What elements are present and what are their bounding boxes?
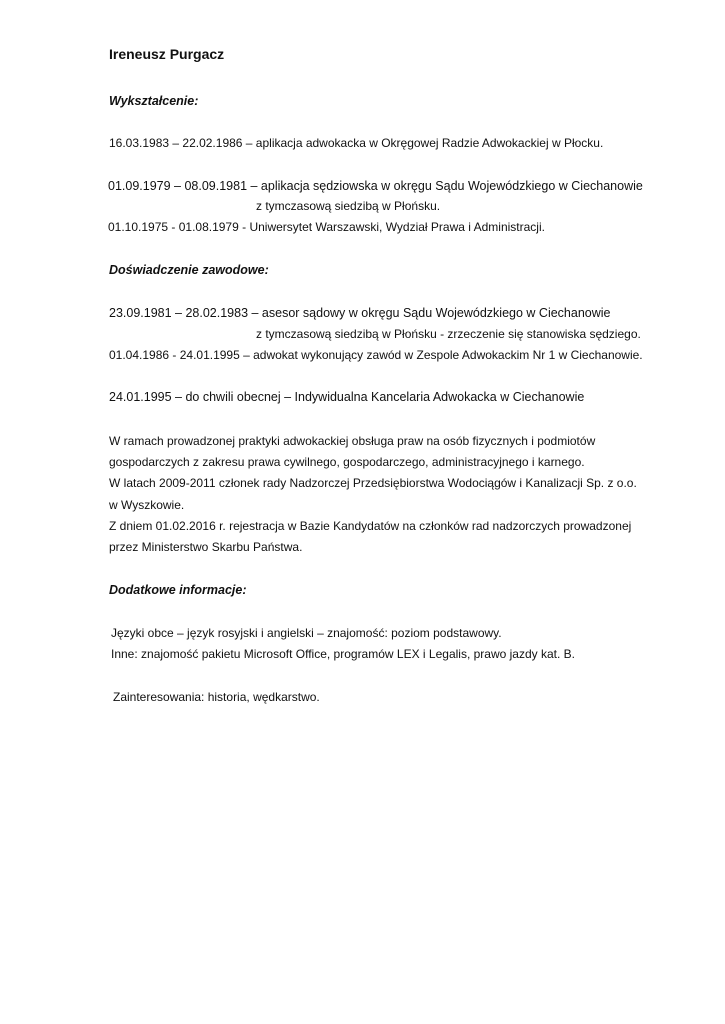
experience-heading: Doświadczenie zawodowe:	[109, 263, 269, 277]
education-heading: Wykształcenie:	[109, 94, 199, 108]
experience-line: 23.09.1981 – 28.02.1983 – asesor sądowy w okręgu Sądu Wojewódzkiego w Ciechanowie	[109, 306, 611, 320]
person-name: Ireneusz Purgacz	[109, 46, 225, 62]
additional-line: Inne: znajomość pakietu Microsoft Office, programów LEX i Legalis, prawo jazdy kat. B.	[111, 647, 575, 661]
experience-line: z tymczasową siedzibą w Płońsku - zrzeczenie się stanowiska sędziego.	[256, 327, 641, 341]
experience-line: 24.01.1995 – do chwili obecnej – Indywidualna Kancelaria Adwokacka w Ciechanowie	[109, 390, 585, 404]
practice-line: Z dniem 01.02.2016 r. rejestracja w Bazie Kandydatów na członków rad nadzorczych prowadzonej	[109, 519, 632, 533]
practice-line: przez Ministerstwo Skarbu Państwa.	[109, 540, 303, 554]
practice-line: w Wyszkowie.	[109, 498, 185, 512]
education-line: 01.10.1975 - 01.08.1979 - Uniwersytet Warszawski, Wydział Prawa i Administracji.	[108, 220, 545, 234]
education-line: 16.03.1983 – 22.02.1986 – aplikacja adwokacka w Okręgowej Radzie Adwokackiej w Płocku.	[109, 136, 604, 150]
education-line: 01.09.1979 – 08.09.1981 – aplikacja sędziowska w okręgu Sądu Wojewódzkiego w Ciechanowie	[108, 179, 643, 193]
experience-line: 01.04.1986 - 24.01.1995 – adwokat wykonujący zawód w Zespole Adwokackim Nr 1 w Ciechanowie.	[109, 348, 643, 362]
practice-line: W latach 2009-2011 członek rady Nadzorczej Przedsiębiorstwa Wodociągów i Kanalizacji Sp. z o.o.	[109, 476, 637, 490]
additional-heading: Dodatkowe informacje:	[109, 583, 247, 597]
practice-line: gospodarczych z zakresu prawa cywilnego, gospodarczego, administracyjnego i karnego.	[109, 455, 585, 469]
education-line: z tymczasową siedzibą w Płońsku.	[256, 199, 441, 213]
interests-line: Zainteresowania: historia, wędkarstwo.	[113, 690, 320, 704]
practice-line: W ramach prowadzonej praktyki adwokackiej obsługa praw na osób fizycznych i podmiotów	[109, 434, 596, 448]
additional-line: Języki obce – język rosyjski i angielski – znajomość: poziom podstawowy.	[111, 626, 502, 640]
